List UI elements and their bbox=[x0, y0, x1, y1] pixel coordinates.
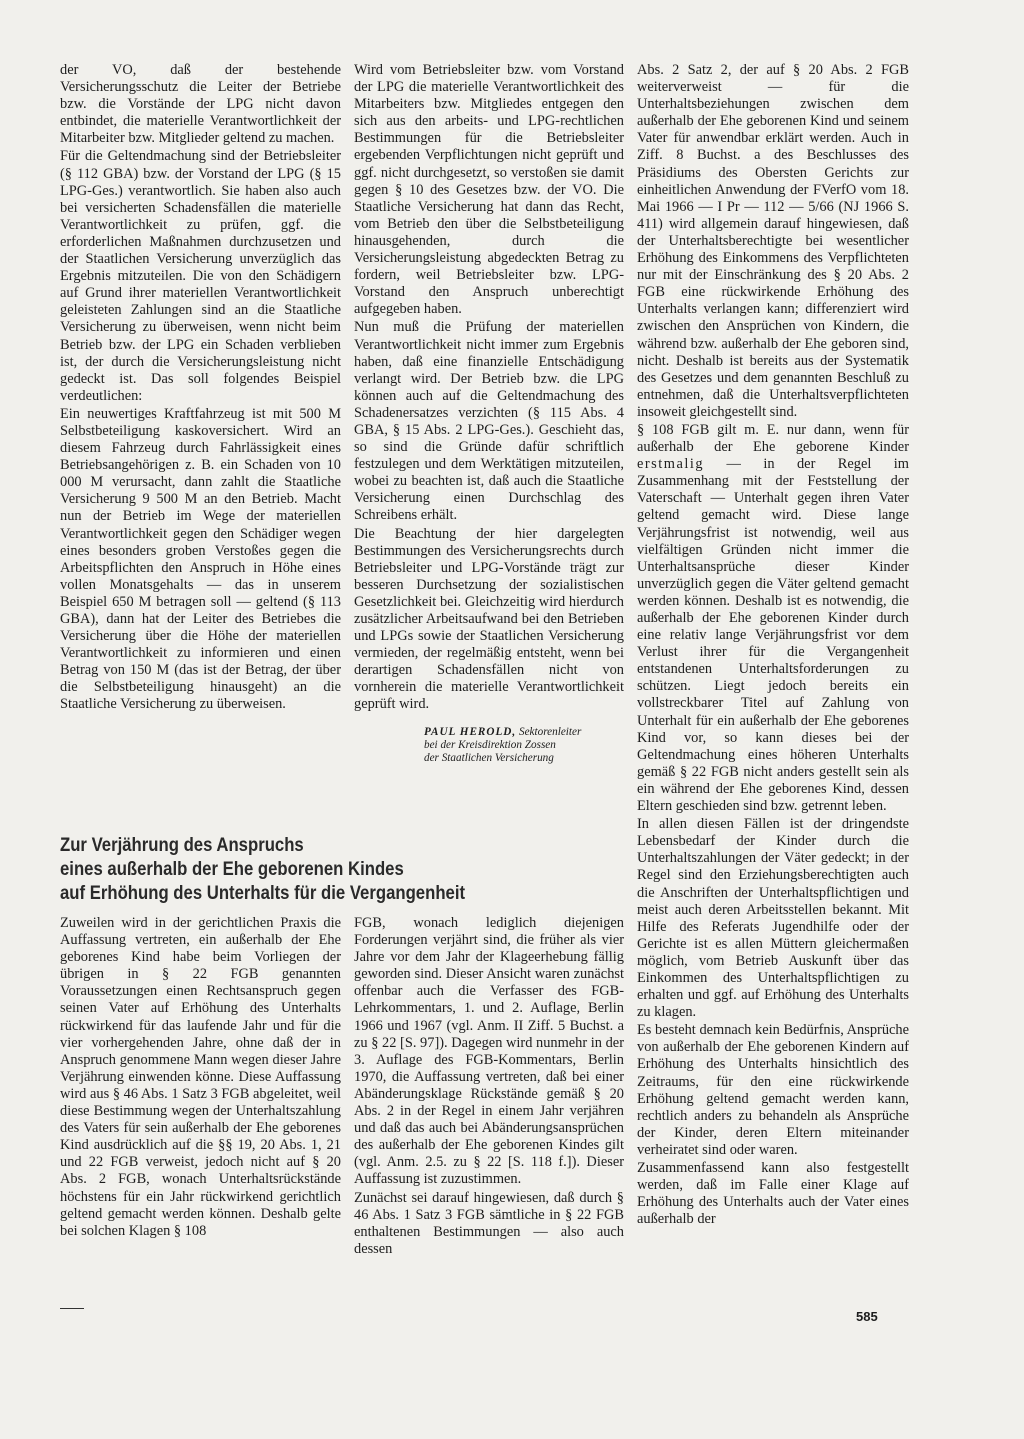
paragraph: FGB, wonach lediglich diejenigen Forderungen verjährt sind, die früher als vier Jahre vor dem Jahr der Klageerhebung fällig geworden sind. Dieser Ansicht waren zunächst offenbar auch die Verfasser des FGB-Lehrkommentars, 1. und 2. Auflage, Berlin 1966 und 1967 (vgl. Anm. II Ziff. 5 Buchst. a zu § 22 [S. 97]). Dagegen wird nunmehr in der 3. Auflage des FGB-Kommentars, Berlin 1970, die Auffassung vertreten, daß bei einer Abänderungsklage Rückstände gemäß § 20 Abs. 2 in der Regel in einem Jahr verjähren und daß das auch bei Abänderungsansprüchen des außerhalb der Ehe geborenen Kindes gilt (vgl. Anm. 2.5. zu § 22 [S. 118 f.]). Dieser Auffassung ist zuzustimmen. bbox=[354, 915, 624, 1188]
paragraph: Zuweilen wird in der gerichtlichen Praxis die Auffassung vertreten, ein außerhalb der Ehe geborenes Kind habe beim Vorliegen der übrigen in § 22 FGB genannten Voraussetzungen einen Rechtsanspruch gegen seinen Vater auf Erhöhung des Unterhalts rückwirkend für das laufende Jahr und für die vier vorhergehenden Jahre, ohne daß der in Anspruch genommene Mann wegen dieser Jahre Verjährung einwenden könne. Diese Auffassung wird aus § 46 Abs. 1 Satz 3 FGB abgeleitet, weil diese Bestimmung wegen der Unterhaltszahlung des Vaters für sein außerhalb der Ehe geborenes Kind ausdrücklich auf die §§ 19, 20 Abs. 1, 21 und 22 FGB verweist, jedoch nicht auf § 20 Abs. 2 FGB, wonach Unterhaltsrückstände höchstens für ein Jahr rückwirkend gerichtlich geltend gemacht werden können. Deshalb gelte bei solchen Klagen § 108 bbox=[60, 915, 341, 1239]
column-3 bbox=[637, 62, 909, 1302]
author-affiliation: der Staatlichen Versicherung bbox=[424, 751, 554, 764]
top-column-1 bbox=[60, 62, 341, 792]
paragraph: Für die Geltendmachung sind der Betriebsleiter (§ 112 GBA) bzw. der Vorstand der LPG (§ 15 LPG-Ges.) verantwortlich. Sie haben also auch bei versicherten Schadensfällen die materielle Verantwortlichkeit zu prüfen, ggf. die erforderlichen Maßnahmen durchzusetzen und der Staatlichen Versicherung unverzüglich das Ergebnis mitzuteilen. Die von den Schädigern auf Grund ihrer materiellen Verantwortlichkeit geleisteten Zahlungen sind an die Staatliche Versicherung zu überweisen, wenn nicht beim Betrieb bzw. der LPG ein Schaden verblieben ist, der durch die Versicherungsleistung nicht gedeckt ist. Das soll folgendes Beispiel verdeutlichen: bbox=[60, 148, 341, 404]
paragraph: § 108 FGB gilt m. E. nur dann, wenn für außerhalb der Ehe geborene Kinder erstmalig — in der Regel im Zusammenhang mit der Feststellung der Vaterschaft — Unterhalt gegen ihren Vater geltend gemacht wird. Diese lange Verjährungsfrist ist notwendig, weil aus vielfältigen Gründen nicht immer die Unterhaltsansprüche dieser Kinder unverzüglich gegen die Väter geltend gemacht werden können. Deshalb ist es notwendig, die außerhalb der Ehe geborenen Kinder durch eine relativ lange Verjährungsfrist vor dem Verlust ihrer für die Vergangenheit entstandenen Unterhaltsforderungen zu schützen. Liegt jedoch bereits ein vollstreckbarer Titel auf Zahlung von Unterhalt für ein außerhalb der Ehe geborenes Kind vor, so kann dieses bei der Geltendmachung eines höheren Unterhalts gemäß § 22 FGB nicht anders gestellt sein als ein während der Ehe geborenes Kind, dessen Eltern geschieden sind bzw. getrennt leben. bbox=[637, 421, 909, 815]
article-heading bbox=[60, 834, 553, 906]
paragraph: Es besteht demnach kein Bedürfnis, Ansprüche von außerhalb der Ehe geborenen Kindern auf Erhöhung des Unterhalts hinsichtlich des Zeitraums, für den eine rückwirkende Erhöhung geltend gemacht werden kann, rechtlich anders zu behandeln als Ansprüche der Kinder, deren Eltern miteinander verheiratet sind oder waren. bbox=[637, 1022, 909, 1158]
paragraph: Die Beachtung der hier dargelegten Bestimmungen des Versicherungsrechts durch Betriebsleiter und LPG-Vorstände trägt zur besseren Durchsetzung der sozialistischen Gesetzlichkeit bei. Gleichzeitig wird hierdurch zusätzlicher Arbeitsaufwand bei den Betrieben und LPGs sowie der Staatlichen Versicherung vermieden, der regelmäßig entsteht, wenn bei derartigen Schadensfällen nicht von vornherein die materielle Verantwortlichkeit geprüft wird. bbox=[354, 525, 624, 713]
footer-rule bbox=[60, 1308, 84, 1309]
bottom-column-2 bbox=[354, 915, 624, 1300]
heading-line: eines außerhalb der Ehe geborenen Kindes bbox=[60, 859, 404, 880]
paragraph: Wird vom Betriebsleiter bzw. vom Vorstand der LPG die materielle Verantwortlichkeit des Mitarbeiters bzw. Mitgliedes entgegen den sich aus den arbeits- und LPG-rechtlichen Bestimmungen für die Betriebsleiter ergebenden Verpflichtungen nicht geprüft und ggf. nicht durchgesetzt, so verstoßen sie damit gegen § 10 des Gesetzes bzw. der VO. Die Staatliche Versicherung hat dann das Recht, vom Betrieb den über die Selbstbeteiligung hinausgehenden, durch die Versicherungsleistung abgedeckten Betrag zu fordern, weil Betriebsleiter bzw. LPG-Vorstand den Anspruch unberechtigt aufgegeben haben. bbox=[354, 62, 624, 318]
paragraph: Nun muß die Prüfung der materiellen Verantwortlichkeit nicht immer zum Ergebnis haben, daß eine finanzielle Entschädigung verlangt wird. Der Betrieb bzw. die LPG können auch auf die Geltendmachung des Schadenersatzes verzichten (§ 115 Abs. 4 GBA, § 15 Abs. 2 LPG-Ges.). Geschieht das, so sind die Gründe dafür schriftlich festzulegen und dem Werktätigen mitzuteilen, wobei zu beachten ist, daß auch die Staatliche Versicherung einen Durchschlag des Schreibens erhält. bbox=[354, 319, 624, 524]
paragraph: Zusammenfassend kann also festgestellt werden, daß im Falle einer Klage auf Erhöhung des Unterhalts auch der Vater eines außerhalb der bbox=[637, 1160, 909, 1228]
paragraph: In allen diesen Fällen ist der dringendste Lebensbedarf der Kinder durch die Unterhaltszahlungen der Väter gedeckt; in der Regel sind den Erziehungsberechtigten auch die Anschriften der Unterhaltspflichtigen und meist auch deren Arbeitsstellen bekannt. Mit Hilfe des Referats Jugendhilfe oder der Gerichte ist es allen Müttern gleichermaßen möglich, vom Betrieb Auskunft über das Einkommen des Unterhaltspflichtigen zu erhalten und ggf. auf Erhöhung des Unterhalts zu klagen. bbox=[637, 816, 909, 1021]
heading-line: auf Erhöhung des Unterhalts für die Vergangenheit bbox=[60, 883, 466, 904]
top-column-2 bbox=[354, 62, 624, 797]
author-signature bbox=[354, 726, 624, 765]
page-number: 585 bbox=[856, 1309, 878, 1324]
paragraph: der VO, daß der bestehende Versicherungsschutz die Leiter der Betriebe bzw. die Vorstände der LPG nicht davon entbindet, die materielle Verantwortlichkeit der Mitarbeiter bzw. Mitglieder geltend zu machen. bbox=[60, 62, 341, 147]
paragraph: Abs. 2 Satz 2, der auf § 20 Abs. 2 FGB weiterverweist — für die Unterhaltsbeziehungen zwischen dem außerhalb der Ehe geborenen Kind und seinem Vater für anwendbar erklärt werden. Auch in Ziff. 8 Buchst. a des Beschlusses des Präsidiums des Obersten Gerichts zur einheitlichen Anwendung der FVerfO vom 18. Mai 1966 — I Pr — 112 — 5/66 (NJ 1966 S. 411) wird allgemein darauf hingewiesen, daß der Unterhaltsberechtigte bei wesentlicher Erhöhung des Einkommens des Verpflichteten nur mit der Einschränkung des § 20 Abs. 2 FGB eine rückwirkende Erhöhung des Unterhalts verlangen kann; differenziert wird zwischen den Ansprüchen von Kindern, die während bzw. außerhalb der Ehe geboren sind, nicht. Deshalb ist bereits aus der Systematik des Gesetzes und dem genannten Beschluß zu entnehmen, daß die Unterhaltsverpflichteten insoweit gleichgestellt sind. bbox=[637, 62, 909, 420]
emphasized-word: erstmalig bbox=[637, 456, 705, 473]
author-affiliation: bei der Kreisdirektion Zossen bbox=[424, 738, 556, 751]
bottom-column-1 bbox=[60, 915, 341, 1300]
paragraph: Ein neuwertiges Kraftfahrzeug ist mit 500 M Selbstbeteiligung kaskoversichert. Wird an diesem Fahrzeug durch Fahrlässigkeit eines Betriebsangehörigen z. B. ein Schaden von 10 000 M verursacht, dann zahlt die Staatliche Versicherung 9 500 M an den Betrieb. Macht nun der Betrieb im Wege der materiellen Verantwortlichkeit gegen den Schädiger wegen eines besonders groben Verstoßes gegen die Arbeitspflichten den Anspruch in Höhe eines vollen Monatsgehalts — das in unserem Beispiel 650 M betragen soll — geltend (§ 113 GBA), dann hat der Leiter des Betriebes die Versicherung über die Höhe der materiellen Verantwortlichkeit zu informieren und einen Betrag von 150 M (das ist der Betrag, der über die Selbstbeteiligung hinausgeht) an die Staatliche Versicherung zu überweisen. bbox=[60, 405, 341, 713]
author-name: PAUL HEROLD, bbox=[424, 725, 517, 738]
paragraph: Zunächst sei darauf hingewiesen, daß durch § 46 Abs. 1 Satz 3 FGB sämtliche in § 22 FGB enthaltenen Bestimmungen — also auch dessen bbox=[354, 1189, 624, 1257]
author-role: Sektorenleiter bbox=[518, 725, 582, 738]
heading-line: Zur Verjährung des Anspruchs bbox=[60, 835, 304, 856]
